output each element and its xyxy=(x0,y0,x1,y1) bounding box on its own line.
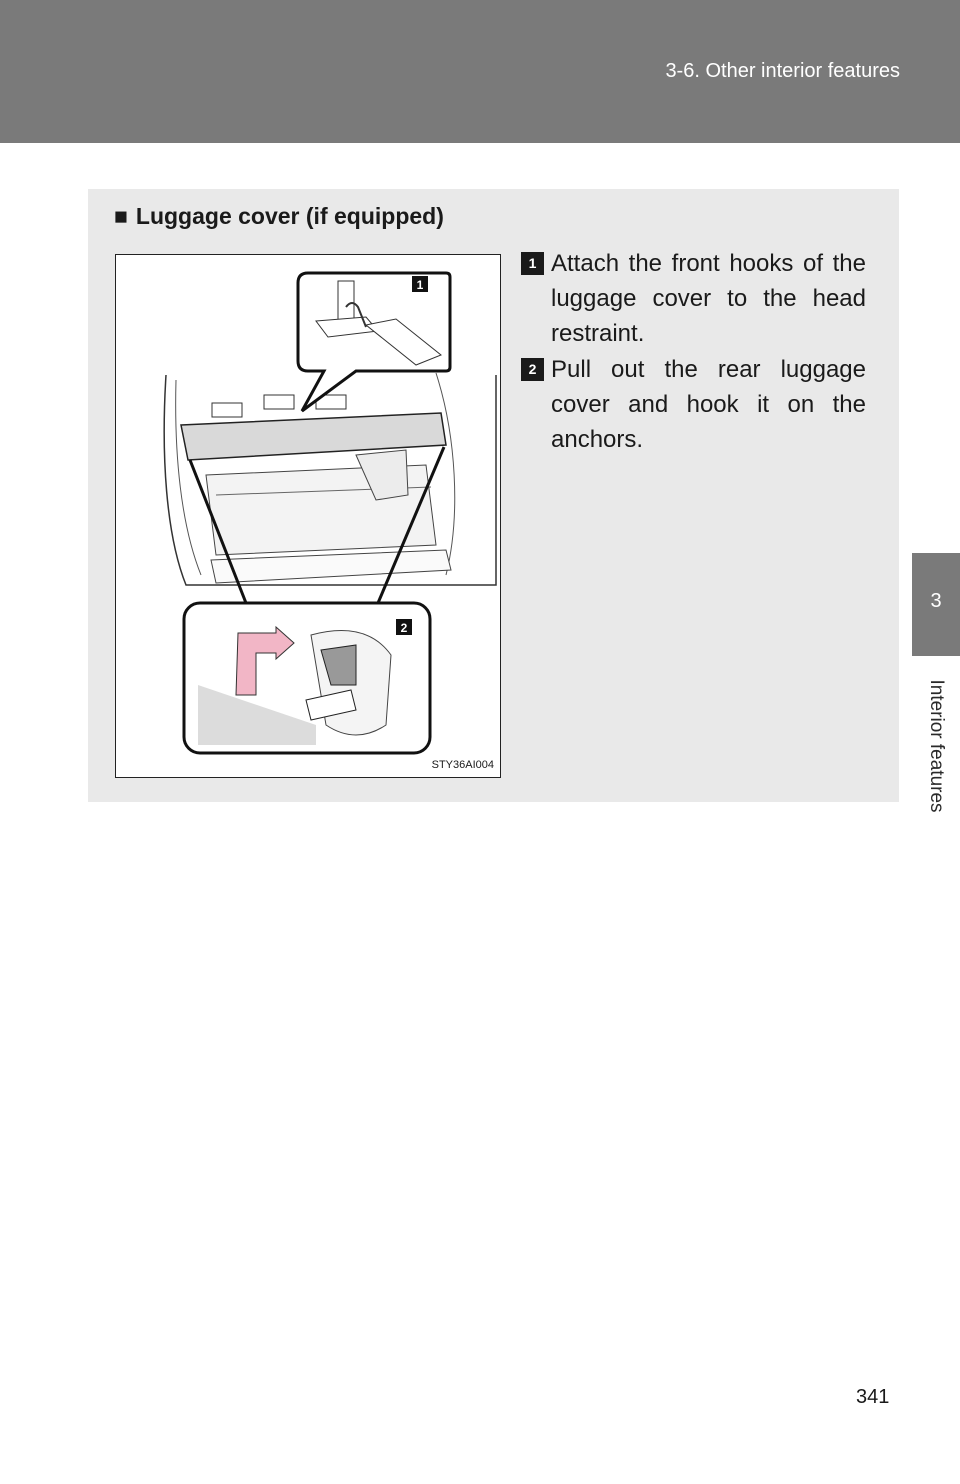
chapter-number: 3 xyxy=(930,590,942,612)
heading-square-marker: ■ xyxy=(114,203,128,229)
illustration-code: STY36AI004 xyxy=(431,759,494,771)
hatch-pillar-right xyxy=(436,373,455,575)
step-1 xyxy=(521,246,866,351)
heading-text: Luggage cover (if equipped) xyxy=(135,203,444,229)
chapter-label: Interior features xyxy=(926,679,947,813)
page-number: 341 xyxy=(856,1386,890,1408)
rear-bumper xyxy=(211,550,451,583)
cargo-area-drawing xyxy=(116,255,500,777)
chapter-tab xyxy=(912,553,960,656)
step-1-badge: 1 xyxy=(521,252,544,275)
step-1-text: Attach the front hooks of the luggage cover to the head restraint. xyxy=(551,250,866,347)
callout-1-bubble xyxy=(298,273,450,411)
callout-2-number: 2 xyxy=(400,621,408,635)
step-2-text: Pull out the rear luggage cover and hook it on the anchors. xyxy=(551,356,866,453)
step-2-badge: 2 xyxy=(521,358,544,381)
chapter-label-area xyxy=(912,656,960,836)
head-restraint-left xyxy=(212,403,242,417)
luggage-cover-illustration xyxy=(115,254,501,778)
section-title: 3-6. Other interior features xyxy=(665,60,900,82)
head-restraint-stay xyxy=(338,281,354,321)
head-restraint-center xyxy=(264,395,294,409)
section-heading xyxy=(114,203,444,230)
page-header xyxy=(0,0,960,143)
step-2 xyxy=(521,352,866,457)
callout-1-number: 1 xyxy=(416,278,424,292)
